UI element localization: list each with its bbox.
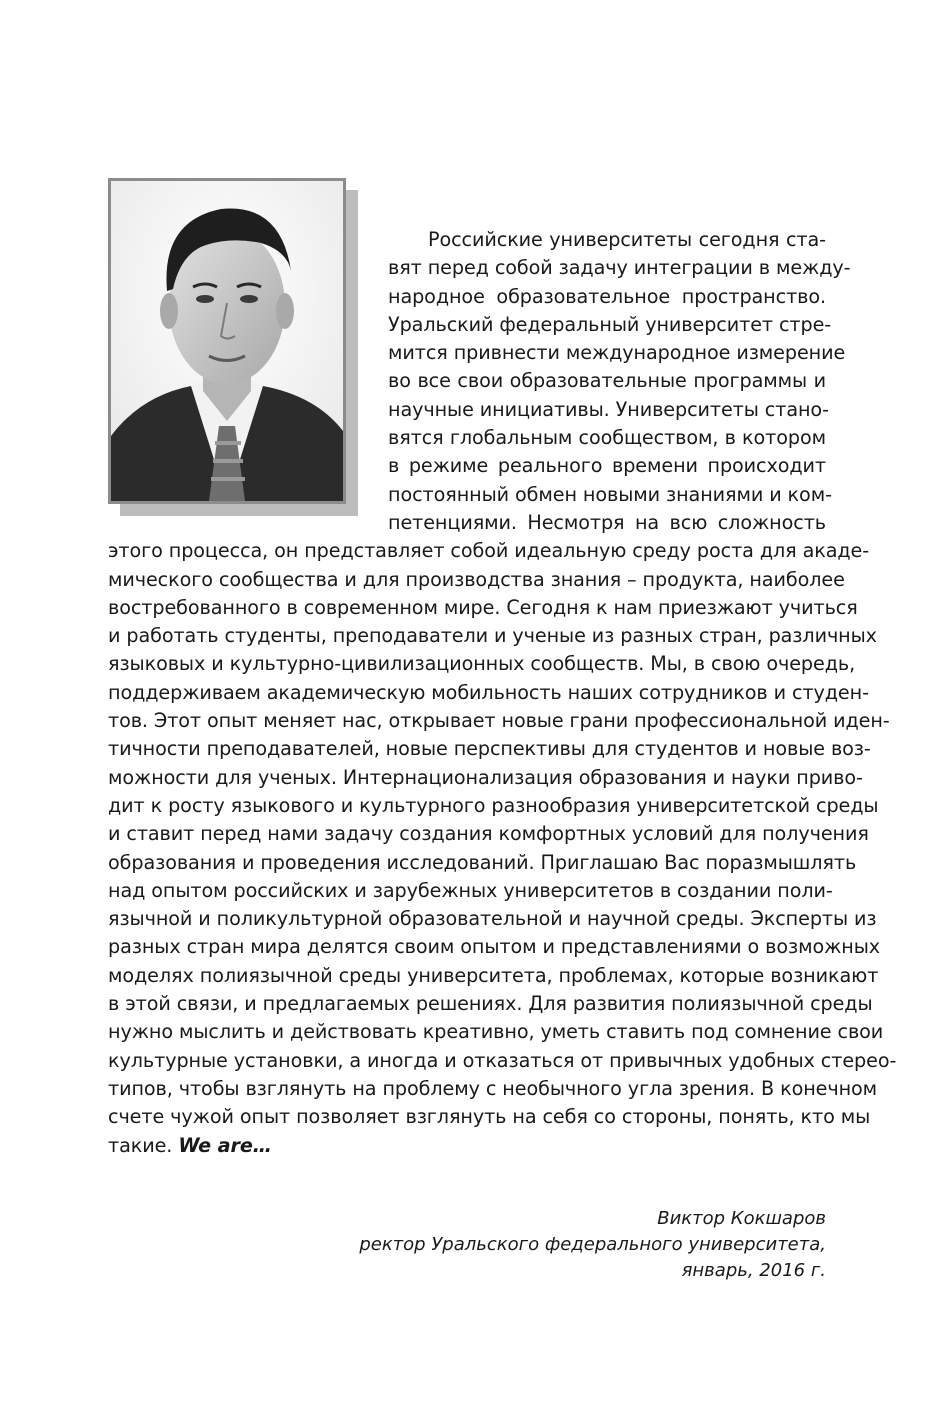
final-line-text: такие. — [108, 1133, 179, 1157]
text-line: язычной и поликультурной образовательной и научной среды. Эксперты из — [108, 907, 877, 931]
text-line: вятся глобальным сообществом, в котором — [388, 426, 826, 450]
signature-block — [359, 1206, 826, 1284]
text-line: народное образовательное пространство. — [388, 284, 826, 308]
text-line: поддерживаем академическую мобильность наших сотрудников и студен- — [108, 680, 869, 704]
text-line: и ставит перед нами задачу создания комфортных условий для получения — [108, 822, 869, 846]
text-line: типов, чтобы взглянуть на проблему с необычного угла зрения. В конечном — [108, 1076, 878, 1100]
signature-name: Виктор Кокшаров — [657, 1208, 826, 1229]
text-line: во все свои образовательные программы и — [388, 369, 826, 393]
text-line: в режиме реального времени происходит — [388, 454, 826, 478]
text-line: постоянный обмен новыми знаниями и ком- — [388, 482, 832, 506]
text-line: Уральский федеральный университет стре- — [388, 312, 832, 336]
text-line: моделях полиязычной среды университета, проблемах, которые возникают — [108, 963, 879, 987]
text-line: мится привнести международное измерение — [388, 341, 846, 365]
signature-position: ректор Уральского федерального университета, — [359, 1234, 826, 1255]
preface-text — [108, 226, 897, 1160]
we-are-emphasis: We are… — [178, 1133, 272, 1157]
text-line: дит к росту языкового и культурного разнообразия университетской среды — [108, 793, 879, 817]
text-line-final — [108, 1132, 826, 1160]
text-line: в этой связи, и предлагаемых решениях. Для развития полиязычной среды — [108, 992, 873, 1016]
text-line: культурные установки, а иногда и отказаться от привычных удобных стерео- — [108, 1048, 897, 1072]
signature-date: январь, 2016 г. — [681, 1260, 826, 1281]
text-line: тичности преподавателей, новые перспективы для студентов и новые воз- — [108, 737, 871, 761]
text-line: Российские университеты сегодня ста- — [428, 228, 826, 251]
text-line: научные инициативы. Университеты стано- — [388, 397, 829, 421]
text-line: востребованного в современном мире. Сегодня к нам приезжают учиться — [108, 595, 858, 619]
text-line: можности для ученых. Интернационализация образования и науки приво- — [108, 765, 863, 789]
text-line: петенциями. Несмотря на всю сложность — [388, 510, 826, 534]
text-line: счете чужой опыт позволяет взглянуть на себя со стороны, понять, кто мы — [108, 1105, 871, 1129]
text-line: вят перед собой задачу интеграции в между- — [388, 256, 851, 280]
text-line: мического сообщества и для производства знания – продукта, наиболее — [108, 567, 845, 591]
text-line: этого процесса, он представляет собой идеальную среду роста для акаде- — [108, 539, 870, 563]
text-line: тов. Этот опыт меняет нас, открывает новые грани профессиональной иден- — [108, 709, 890, 733]
text-line: разных стран мира делятся своим опытом и представлениями о возможных — [108, 935, 881, 959]
text-line: языковых и культурно-цивилизационных сообществ. Мы, в свою очередь, — [108, 652, 856, 676]
text-line: образования и проведения исследований. Приглашаю Вас поразмышлять — [108, 850, 857, 874]
text-line: и работать студенты, преподаватели и ученые из разных стран, различных — [108, 624, 877, 648]
text-line: нужно мыслить и действовать креативно, уметь ставить под сомнение свои — [108, 1020, 884, 1044]
text-line: над опытом российских и зарубежных университетов в создании поли- — [108, 878, 833, 902]
